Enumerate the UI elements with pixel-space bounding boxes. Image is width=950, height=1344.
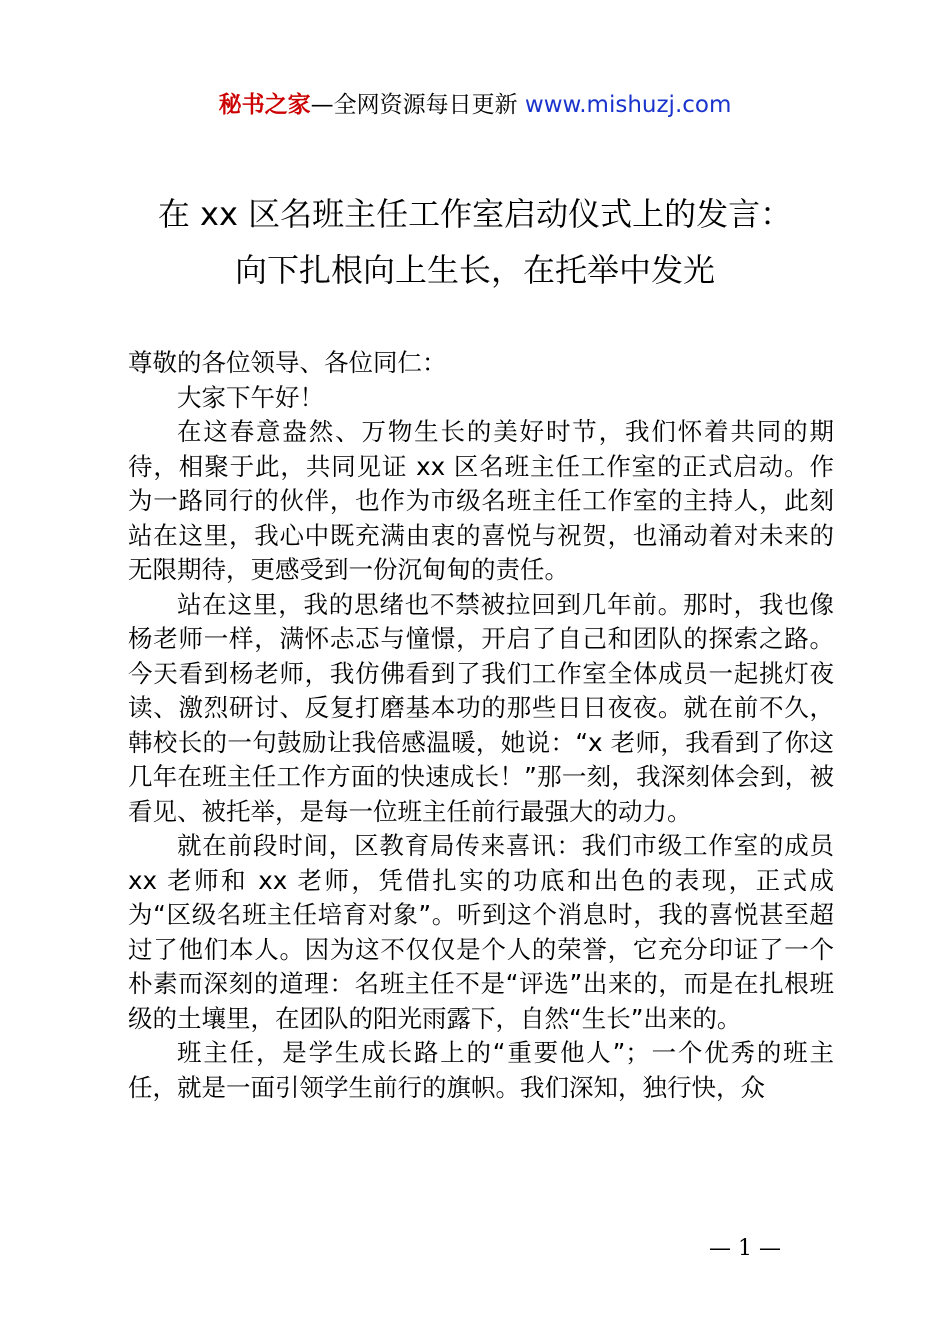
document-body: [128, 346, 834, 1105]
page-number: — 1 —: [709, 1236, 781, 1261]
title-line-2: 向下扎根向上生长，在托举中发光: [234, 251, 715, 289]
tagline: —全网资源每日更新: [310, 92, 518, 118]
paragraph: 站在这里，我的思绪也不禁被拉回到几年前。那时，我也像杨老师一样，满怀忐忑与憧憬，开启了自己和团队的探索之路。今天看到杨老师，我仿佛看到了我们工作室全体成员一起挑灯夜读、激烈研讨、反复打磨基本功的那些日日夜夜。就在前不久，韩校长的一句鼓励让我倍感温暖，她说：“x 老师，我看到了你这几年在班主任工作方面的快速成长！”那一刻，我深刻体会到，被看见、被托举，是每一位班主任前行最强大的动力。: [128, 589, 834, 826]
site-header: [0, 88, 950, 122]
brand-name: 秘书之家: [218, 92, 311, 118]
document-title: [60, 186, 890, 298]
site-url-link[interactable]: www.mishuzj.com: [524, 92, 732, 118]
greeting: 大家下午好！: [177, 382, 324, 412]
paragraph: 在这春意盎然、万物生长的美好时节，我们怀着共同的期待，相聚于此，共同见证 xx 区名班主任工作室的正式启动。作为一路同行的伙伴，也作为市级名班主任工作室的主持人，此刻站在这里，我心中既充满由衷的喜悦与祝贺，也涌动着对未来的无限期待，更感受到一份沉甸甸的责任。: [128, 417, 834, 584]
paragraph: 就在前段时间，区教育局传来喜讯：我们市级工作室的成员 xx 老师和 xx 老师，凭借扎实的功底和出色的表现，正式成为“区级名班主任培育对象”。听到这个消息时，我的喜悦甚至超过了他们本人。因为这不仅仅是个人的荣誉，它充分印证了一个朴素而深刻的道理：名班主任不是“评选”出来的，而是在扎根班级的土壤里，在团队的阳光雨露下，自然“生长”出来的。: [128, 831, 834, 1033]
paragraph: 班主任，是学生成长路上的“重要他人”；一个优秀的班主任，就是一面引领学生前行的旗帜。我们深知，独行快，众: [128, 1038, 834, 1102]
title-line-1: 在 xx 区名班主任工作室启动仪式上的发言：: [157, 195, 793, 233]
salutation: 尊敬的各位领导、各位同仁：: [128, 348, 447, 377]
